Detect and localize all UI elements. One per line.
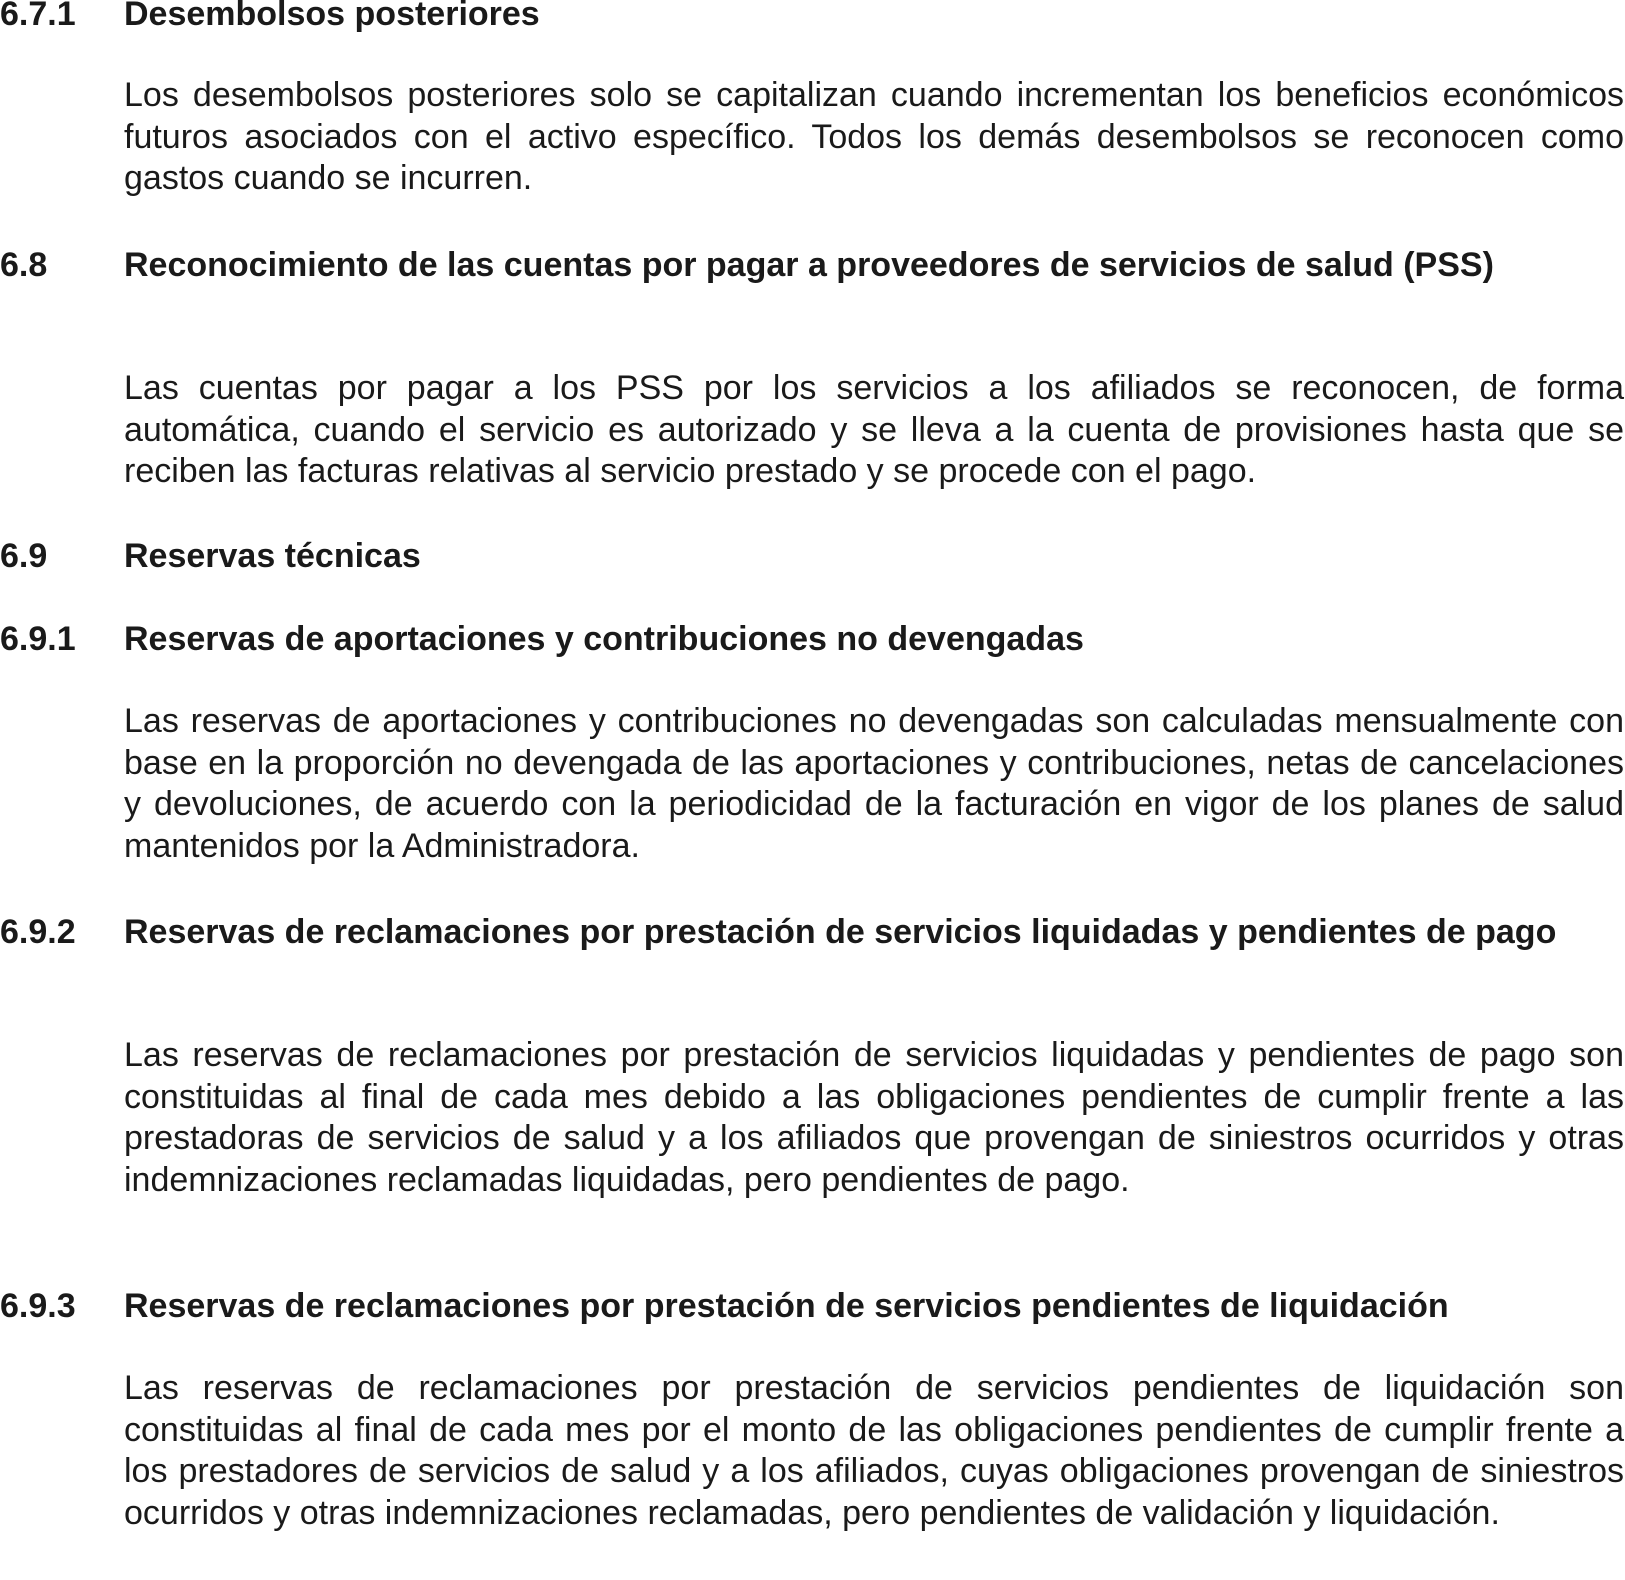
section-paragraph: Los desembolsos posteriores solo se capitalizan cuando incrementan los beneficios económicos futuros asociados con el activo específico. Todos los demás desembolsos se reconocen como gastos cuando se incurren. [124, 76, 1624, 197]
section-number: 6.9.3 [0, 1287, 76, 1325]
section-number: 6.7.1 [0, 0, 76, 33]
section-number: 6.8 [0, 246, 48, 284]
section-title: Reconocimiento de las cuentas por pagar a proveedores de servicios de salud (PSS) [124, 246, 1494, 284]
section-title: Reservas de reclamaciones por prestación de servicios liquidadas y pendientes de pago [124, 913, 1557, 951]
section-paragraph: Las reservas de aportaciones y contribuciones no devengadas son calculadas mensualmente con base en la proporción no devengada de las aportaciones y contribuciones, netas de cancelaciones y devoluciones, de acuerdo con la periodicidad de la facturación en vigor de los planes de salud mantenidos por la Administradora. [124, 702, 1624, 865]
section-number: 6.9.2 [0, 913, 76, 951]
section-paragraph: Las cuentas por pagar a los PSS por los servicios a los afiliados se reconocen, de forma automática, cuando el servicio es autorizado y se lleva a la cuenta de provisiones hasta que se reciben las facturas relativas al servicio prestado y se procede con el pago. [124, 369, 1624, 490]
section-paragraph: Las reservas de reclamaciones por prestación de servicios pendientes de liquidación son constituidas al final de cada mes por el monto de las obligaciones pendientes de cumplir frente a los prestadores de servicios de salud y a los afiliados, cuyas obligaciones provengan de siniestros ocurridos y otras indemnizaciones reclamadas, pero pendientes de validación y liquidación. [124, 1369, 1624, 1532]
section-title: Reservas técnicas [124, 537, 421, 575]
section-title: Desembolsos posteriores [124, 0, 540, 33]
section-title: Reservas de reclamaciones por prestación de servicios pendientes de liquidación [124, 1287, 1449, 1325]
section-number: 6.9 [0, 537, 48, 575]
section-title: Reservas de aportaciones y contribuciones no devengadas [124, 620, 1084, 658]
section-number: 6.9.1 [0, 620, 76, 658]
section-paragraph: Las reservas de reclamaciones por prestación de servicios liquidadas y pendientes de pago son constituidas al final de cada mes debido a las obligaciones pendientes de cumplir frente a las prestadoras de servicios de salud y a los afiliados que provengan de siniestros ocurridos y otras indemnizaciones reclamadas liquidadas, pero pendientes de pago. [124, 1036, 1624, 1199]
